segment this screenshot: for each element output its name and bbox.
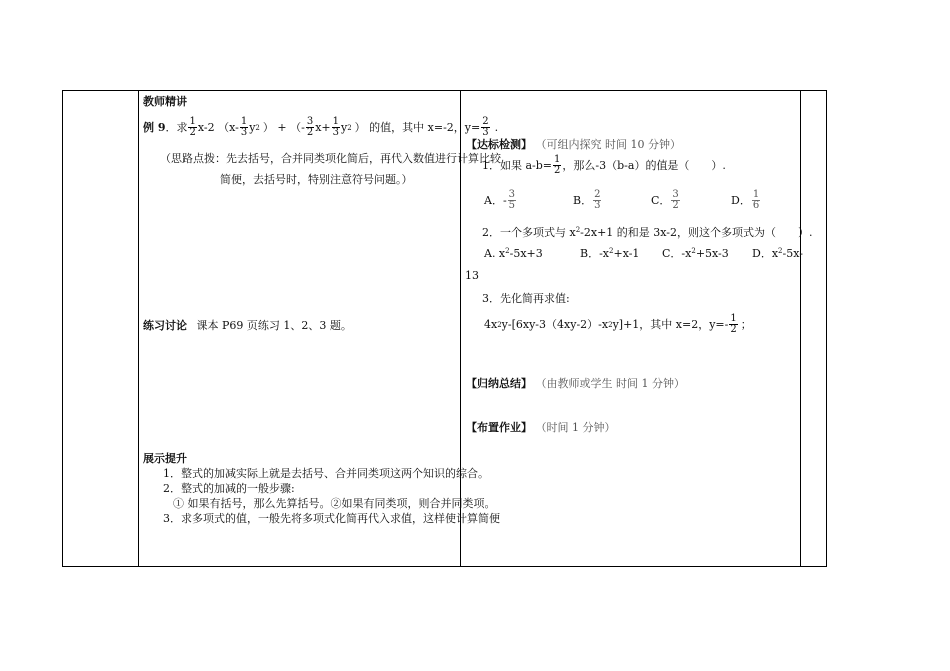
hint-line-1: （思路点拨：先去括号，合并同类项化简后，再代入数值进行计算比较 <box>160 152 501 165</box>
example-seg2: x-2 （x- <box>197 121 239 134</box>
q1-text-pre: 1．如果 a-b= <box>482 159 553 172</box>
table-divider-3 <box>800 90 801 567</box>
q2-option-d-cont: 13 <box>465 269 479 282</box>
example-sep: ． <box>165 121 177 134</box>
question-1 <box>482 155 726 176</box>
q2-option-a: A. $x^2-5x+3$ <box>484 247 543 260</box>
example-seg5: x+ <box>315 121 331 134</box>
q1-option-b: B． $\frac{2}{3}$ <box>573 189 601 211</box>
show-item-2-sub: ① 如果有括号，那么先算括号。②如果有同类项，则合并同类项。 <box>173 497 496 510</box>
show-heading: 展示提升 <box>143 452 187 465</box>
q1-option-d: D． $\frac{1}{6}$ <box>731 189 760 211</box>
example-seg8: . <box>494 121 499 134</box>
summary-heading: 【归纳总结】 <box>466 377 532 390</box>
check-row <box>466 139 681 150</box>
fraction-4: $\frac{1}{3}$ <box>332 116 339 138</box>
fraction-1: $\frac{1}{2}$ <box>189 116 196 138</box>
practice-row <box>143 320 352 331</box>
example-seg4: ） + （- <box>262 121 305 134</box>
table-border-left <box>62 90 63 567</box>
table-border-right <box>826 90 827 567</box>
example-seg7: ） 的值，其中 x=-2，y= <box>354 121 481 134</box>
hint-line-2: 简便，去括号时，特别注意符号问题。） <box>220 173 413 186</box>
q1-option-a: A．- $\frac{3}{5}$ <box>484 189 516 211</box>
fraction-5: $\frac{2}{3}$ <box>482 116 489 138</box>
q2-option-d: D．$x^2-5x-$ <box>752 247 803 260</box>
q1-text-post: ，那么-3（b-a）的值是（ ）. <box>562 159 726 172</box>
summary-row <box>466 378 685 389</box>
q3-expression: 4x 2 y-[6xy-3（4xy-2）-x 2 y]+1，其中 x=2，y=- $\frac{1}{2}$ ； <box>484 313 752 335</box>
q1-fraction: $\frac{1}{2}$ <box>554 154 561 176</box>
example-seg3: y <box>249 121 256 134</box>
homework-note: （时间 1 分钟） <box>535 421 616 434</box>
table-top-border <box>62 90 827 91</box>
summary-note: （由教师或学生 时间 1 分钟） <box>535 377 685 390</box>
check-heading: 【达标检测】 <box>466 138 532 151</box>
question-2: 2．一个多项式与 $x^2-2x+1$ 的和是 3x-2，则这个多项式为（ ）. <box>482 226 813 239</box>
q2-option-c: C．$-x^2+5x-3$ <box>662 247 729 260</box>
example-9: 例 9 ． 求 $\frac{1}{2}$ x-2 （x- $\frac{1}{3}$ y 2 ） + （- $\frac{3}{2}$ x+ $\frac{1}{3}$ y 2 ） 的值，其中 x=-2，y= $\frac{2}{3}$ . <box>143 116 499 138</box>
fraction-2: $\frac{1}{3}$ <box>240 116 248 138</box>
homework-heading: 【布置作业】 <box>466 421 532 434</box>
q3-fraction: $\frac{1}{2}$ <box>730 313 737 335</box>
check-note: （可组内探究 时间 10 分钟） <box>535 138 681 151</box>
example-seg1: 求 <box>176 121 188 134</box>
show-item-1: 1．整式的加减实际上就是去括号、合并同类项这两个知识的综合。 <box>163 467 489 480</box>
table-bottom-border <box>62 566 827 567</box>
practice-label: 练习讨论 <box>143 319 187 332</box>
homework-row <box>466 422 616 433</box>
practice-text: 课本 P69 页练习 1、2、3 题。 <box>196 319 352 332</box>
q2-option-b: B．$-x^2+x-1$ <box>580 247 640 260</box>
teacher-lecture-heading: 教师精讲 <box>143 95 187 108</box>
example-seg6: y <box>340 121 348 134</box>
show-item-2: 2．整式的加减的一般步骤: <box>163 482 295 495</box>
table-divider-1 <box>138 90 139 567</box>
question-3: 3．先化简再求值: <box>482 292 570 305</box>
fraction-3: $\frac{3}{2}$ <box>306 116 314 138</box>
q1-option-c: C． $\frac{3}{2}$ <box>651 189 679 211</box>
example-label: 例 9 <box>143 121 166 134</box>
show-item-3: 3．求多项式的值，一般先将多项式化简再代入求值，这样使计算简便 <box>163 512 500 525</box>
